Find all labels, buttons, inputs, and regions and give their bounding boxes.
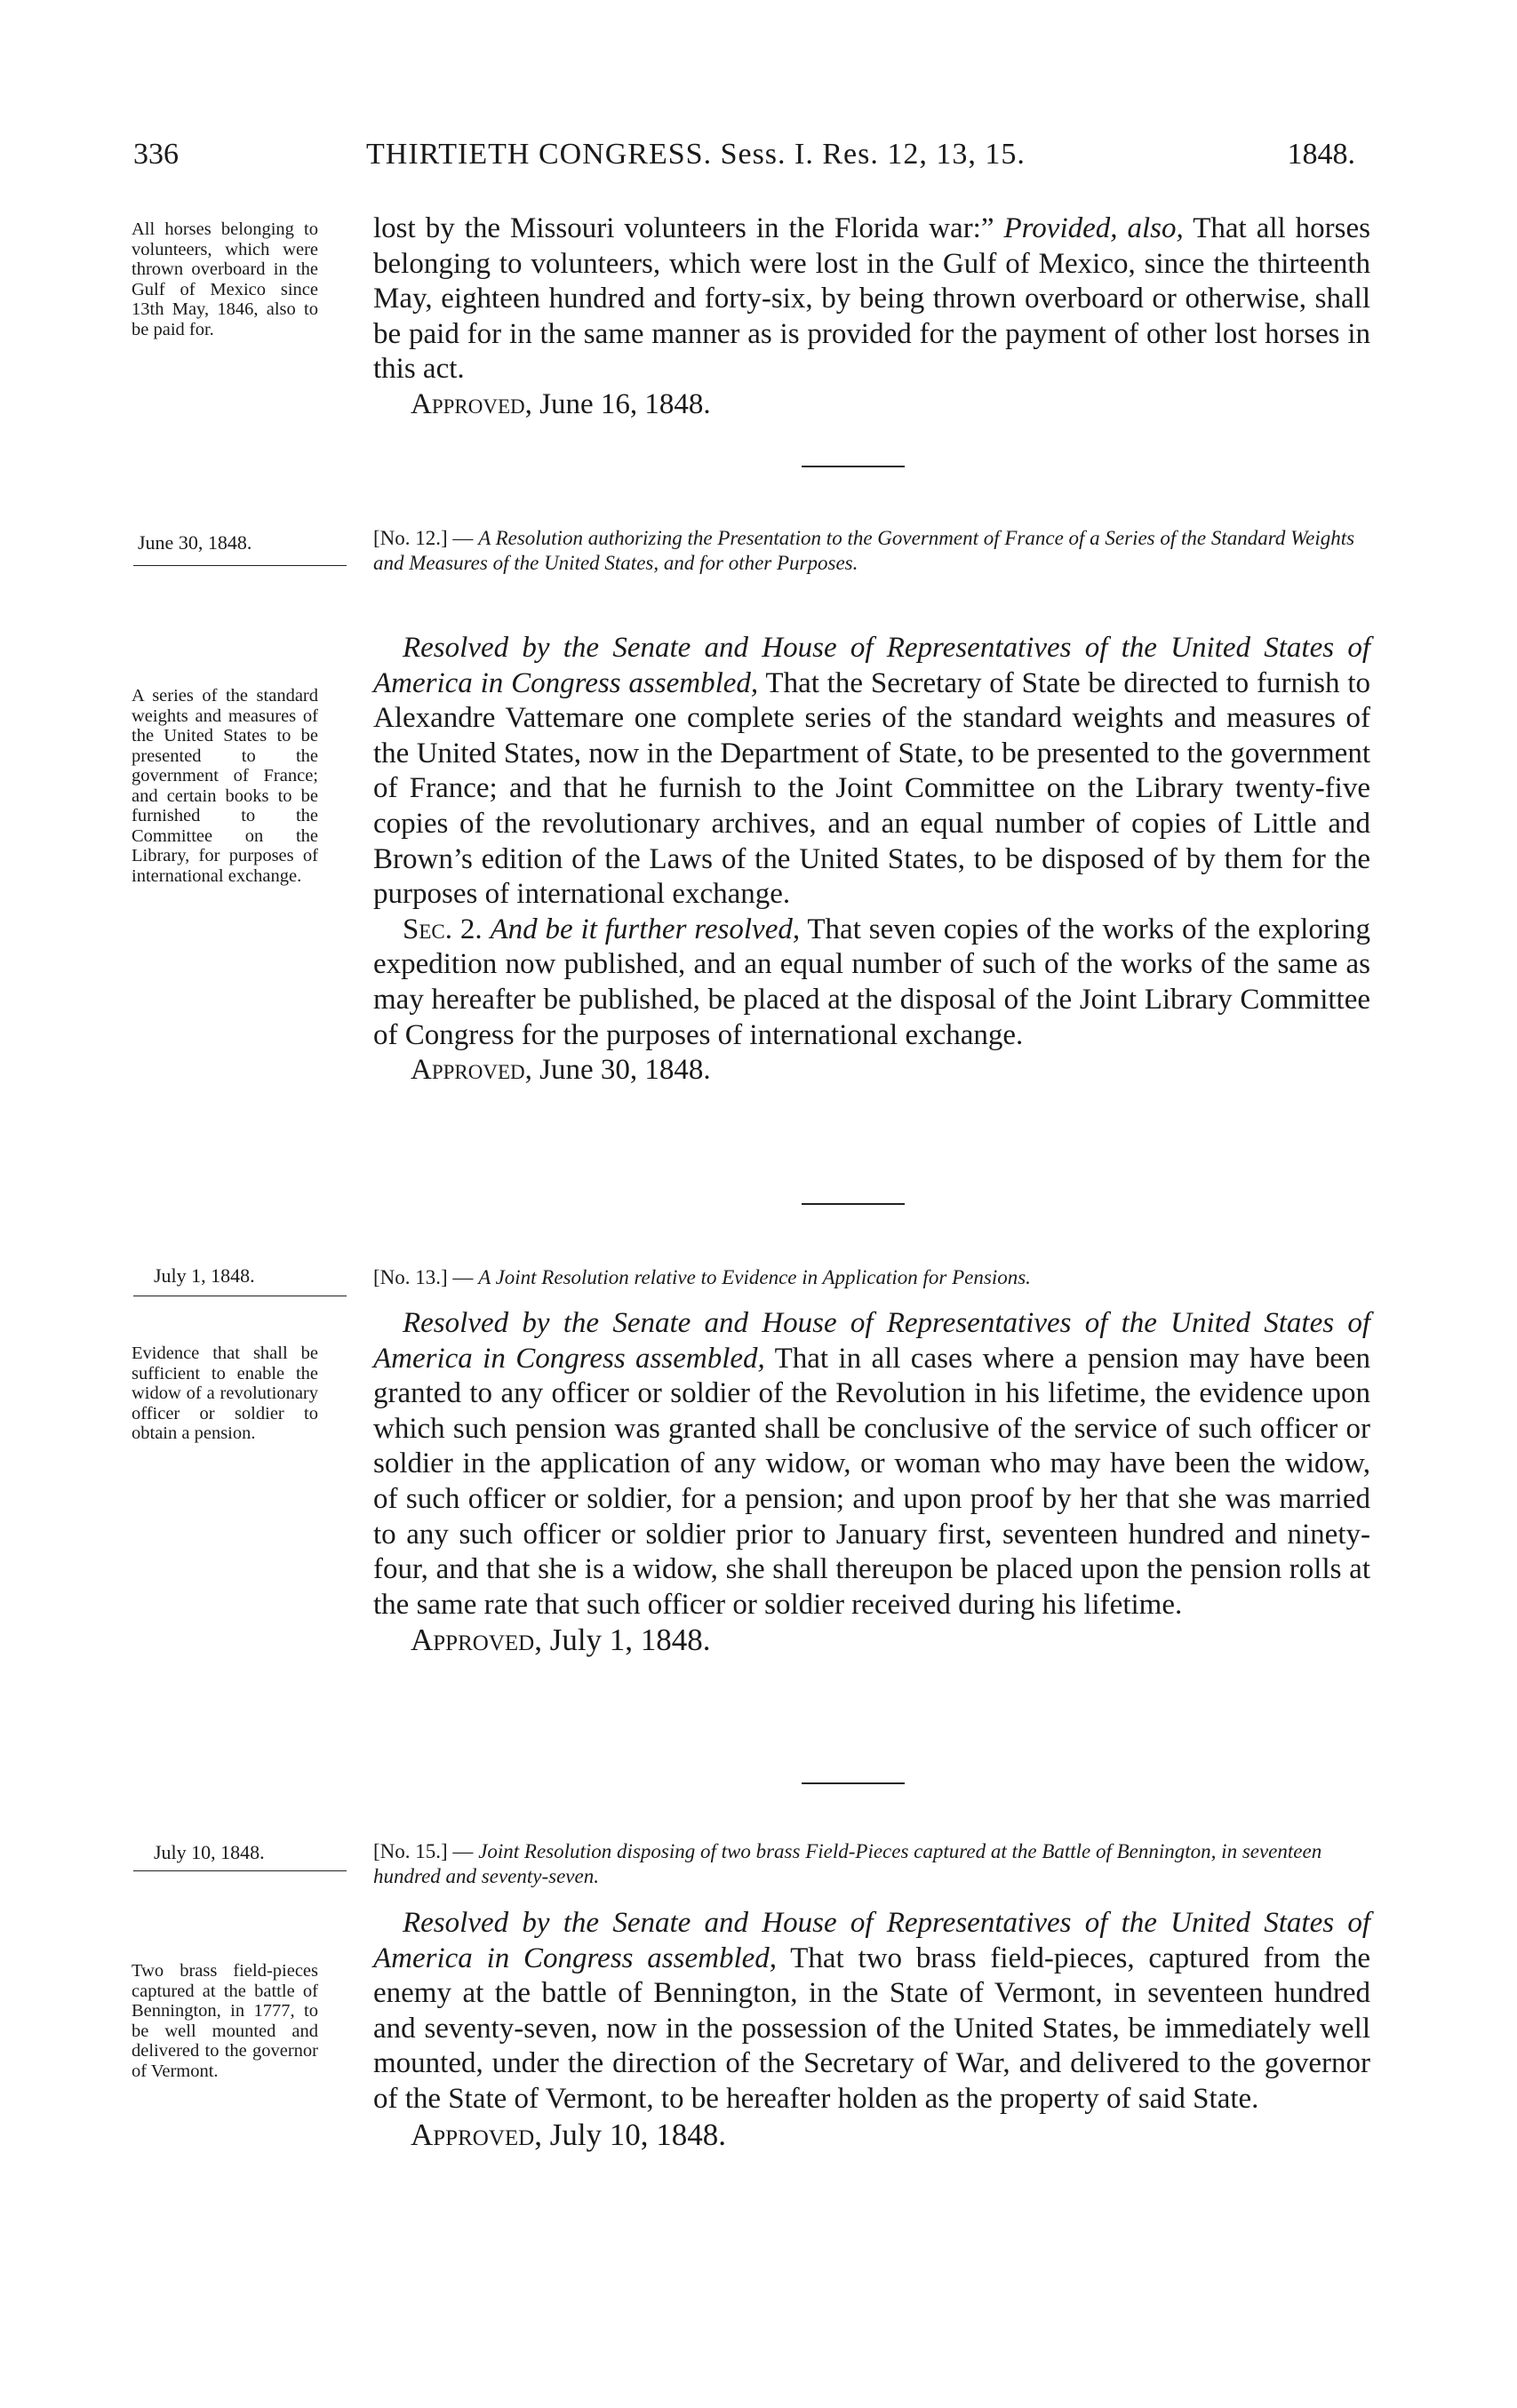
res13-text: That in all cases where a pension may have been granted to any officer or soldier of the Revolution in his lifetime, the evidence upon which such pension was granted shall be conclusive of the service of such officer or soldier in the application of any widow, or woman who may have been the widow, of such officer or soldier, for a pension; and upon proof by her that she was married to any such officer or soldier prior to January first, seventeen hundred and ninety-four, and that she is a widow, she shall thereupon be placed upon the pension rolls at the same rate that such officer or soldier received during his lifetime.	[373, 1342, 1371, 1621]
margin-note-horses: All horses belonging to volunteers, which were thrown overboard in the Gulf of Mexico since 13th May, 1846, also to be paid for.	[132, 219, 318, 339]
res15-text: That two brass field-pieces, captured from the enemy at the battle of Bennington, in the State of Vermont, in seventeen hundred and seventy-seven, now in the possession of the United States, be immediately well mounted, under the direction of the Secretary of War, and delivered to the governor of the State of Vermont, to be hereafter holden as the property of said State.	[373, 1942, 1370, 2115]
section-divider	[802, 1782, 905, 1784]
res13-enacting-clause: Resolved by the Senate and House of Representatives of the United States of America in Congress assembled,	[373, 1307, 1370, 1375]
approved-line-res13	[373, 1623, 1370, 1658]
res15-body	[373, 1906, 1370, 2152]
horses-text-rest: That all horses belonging to volunteers, which were lost in the Gulf of Mexico, since the thirteenth May, eighteen hundred and forty-six, by being thrown overboard or otherwise, shall be paid for in the same manner as is provided for the payment of other lost horses in this act.	[373, 212, 1371, 386]
sec2-italic: And be it further resolved,	[490, 913, 801, 945]
approved-label: Approved,	[411, 2117, 542, 2152]
res12-enacting-clause: Resolved by the Senate and House of Representatives of the United States of America in Congress assembled,	[373, 632, 1370, 699]
approved-date: June 30, 1848.	[539, 1054, 711, 1087]
approved-date: July 1, 1848.	[549, 1623, 711, 1658]
running-head	[133, 138, 1355, 182]
margin-note-res15: Two brass field-pieces captured at the battle of Bennington, in 1777, to be well mounted and delivered to the governor of Vermont.	[132, 1961, 318, 2081]
horses-text-start: lost by the Missouri volunteers in the Florida war:”	[373, 212, 994, 244]
res12-title-block	[373, 526, 1370, 576]
res15-title-block	[373, 1839, 1370, 1889]
margin-note-res13: Evidence that shall be sufficient to enable the widow of a revolutionary officer or soldier to obtain a pension.	[132, 1344, 318, 1443]
section-horses-text	[373, 211, 1370, 423]
page-number: 336	[133, 138, 179, 171]
approved-line-horses	[373, 387, 1370, 423]
sec2-label: Sec. 2.	[403, 913, 483, 945]
res15-number: [No. 15.] —	[373, 1840, 474, 1862]
approved-date: June 16, 1848.	[539, 387, 711, 420]
approved-line-res15	[373, 2117, 1370, 2153]
res12-title: A Resolution authorizing the Presentation to the Government of France of a Series of the Standard Weights and Measures of the United States, and for other Purposes.	[373, 527, 1355, 574]
res13-title: A Joint Resolution relative to Evidence in Application for Pensions.	[478, 1266, 1031, 1288]
res15-date: July 10, 1848.	[154, 1841, 265, 1863]
res13-title-block	[373, 1265, 1370, 1290]
res13-date: July 1, 1848.	[154, 1264, 255, 1287]
res13-number: [No. 13.] —	[373, 1266, 474, 1288]
running-title: THIRTIETH CONGRESS. Sess. I. Res. 12, 13, 15.	[366, 138, 1026, 171]
res12-number: [No. 12.] —	[373, 527, 474, 549]
provided-also: Provided, also,	[1003, 212, 1184, 244]
res12-date: June 30, 1848.	[138, 531, 252, 554]
approved-date: July 10, 1848.	[549, 2117, 727, 2152]
res12-para1: That the Secretary of State be directed to furnish to Alexandre Vattemare one complete series of the standard weights and measures of the United States, now in the Department of State, to be presented to the government of France; and that he furnish to the Joint Committee on the Library twenty-five copies of the revolutionary archives, and an equal number of copies of Little and Brown’s edition of the Laws of the United States, to be disposed of by them for the purposes of international exchange.	[373, 666, 1371, 911]
approved-line-res12	[373, 1053, 1370, 1088]
res12-body	[373, 631, 1370, 1088]
res15-title: Joint Resolution disposing of two brass Field-Pieces captured at the Battle of Bennington, in seventeen hundred and seventy-seven.	[373, 1840, 1322, 1887]
section-divider	[802, 1203, 905, 1205]
sec2-text: That seven copies of the works of the exploring expedition now published, and an equal number of such of the works of the same as may hereafter be published, be placed at the disposal of the Joint Library Committee of Congress for the purposes of international exchange.	[373, 913, 1371, 1051]
approved-label: Approved,	[411, 1623, 542, 1658]
date-rule	[133, 565, 347, 566]
margin-note-res12: A series of the standard weights and measures of the United States to be presented to the government of France; and certain books to be furnished to the Committee on the Library, for purposes of international exchange.	[132, 686, 318, 886]
date-rule	[133, 1870, 347, 1871]
approved-label: Approved,	[411, 387, 532, 420]
res13-body	[373, 1306, 1370, 1658]
section-divider	[802, 466, 905, 467]
approved-label: Approved,	[411, 1054, 532, 1087]
running-year: 1848.	[1287, 138, 1355, 171]
res15-enacting-clause: Resolved by the Senate and House of Representatives of the United States of America in Congress assembled,	[373, 1907, 1370, 1974]
